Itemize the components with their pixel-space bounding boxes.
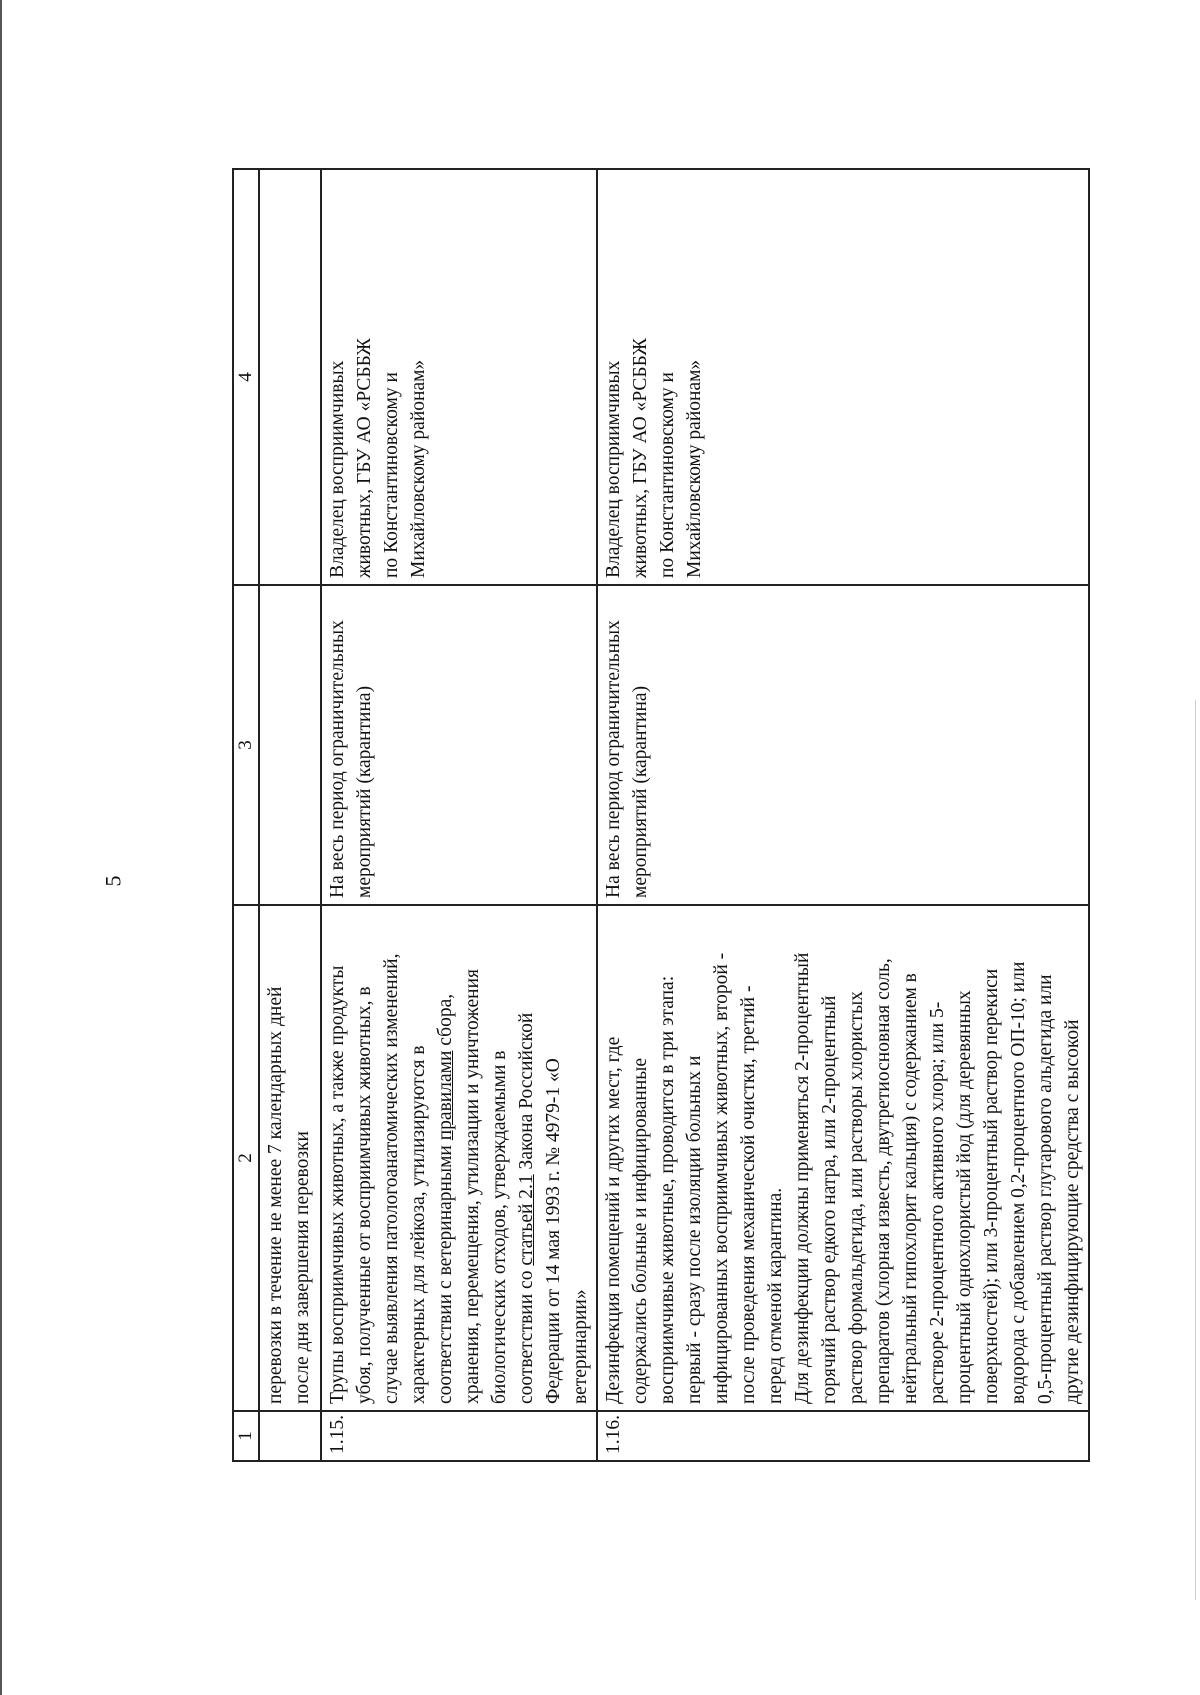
header-col-1: 1 [233, 1411, 259, 1461]
measures-table [232, 168, 1090, 1462]
page-number: 5 [100, 875, 126, 887]
scan-right-edge [1195, 700, 1196, 1600]
table-row-continuation [259, 169, 321, 1461]
responsible-cell: Владелец восприимчивых животных, ГБУ АО «РСББЖ по Константиновскому и Михайловскому районам» [597, 169, 1089, 585]
measure-cell: Дезинфекция помещений и других мест, где содержались больные и инфицированные восприимчивые животные, проводится в три этапа: первый - сразу после изоляции больных и инфицированных восприимчивых животных, второй - после проведения механической очистки, третий - перед отменой карантина. Для дезинфекции должны применяться 2-процентный горячий раствор едкого натра, или 2-процентный раствор формальдегида, или растворы хлористых препаратов (хлорная известь, двутретиосновная соль, нейтральный гипохлорит кальция) с содержанием в растворе 2-процентного активного хлора; или 5- процентный однохлористый йод (для деревянных поверхностей); или 3-процентный раствор перекиси водорода с добавлением 0,2-процентного ОП-10; или 0,5-процентный раствор глутарового альдегида или другие дезинфицирующие средства с высокой [597, 905, 1089, 1411]
rotated-document [232, 170, 1083, 1462]
scan-left-edge [0, 0, 2, 1695]
header-col-3: 3 [233, 585, 259, 905]
rules-link[interactable]: правилами [435, 1050, 456, 1141]
responsible-cell [259, 169, 321, 585]
period-cell [259, 585, 321, 905]
header-col-2: 2 [233, 905, 259, 1411]
header-row [233, 169, 259, 1461]
row-number: 1.16. [597, 1411, 1089, 1461]
table-row [321, 169, 597, 1461]
row-number [259, 1411, 321, 1461]
period-cell: На весь период ограничительных мероприятий (карантина) [597, 585, 1089, 905]
responsible-cell: Владелец восприимчивых животных, ГБУ АО «РСББЖ по Константиновскому и Михайловскому районам» [321, 169, 597, 585]
article-link[interactable]: статьей 2.1 [516, 1174, 537, 1266]
table-row [597, 169, 1089, 1461]
measure-cell: Трупы восприимчивых животных, а также продукты убоя, полученные от восприимчивых животных, в случае выявления патологоанатомических изменений, характерных для лейкоза, утилизируются в соответствии с ветеринарными правилами сбора, хранения, перемещения, утилизации и уничтожения биологических отходов, утверждаемыми в соответствии со статьей 2.1 Закона Российской Федерации от 14 мая 1993 г. № 4979-1 «О ветеринарии» [321, 905, 597, 1411]
header-col-4: 4 [233, 169, 259, 585]
measure-cell: перевозки в течение не менее 7 календарных дней после дня завершения перевозки [259, 905, 321, 1411]
period-cell: На весь период ограничительных мероприятий (карантина) [321, 585, 597, 905]
row-number: 1.15. [321, 1411, 597, 1461]
